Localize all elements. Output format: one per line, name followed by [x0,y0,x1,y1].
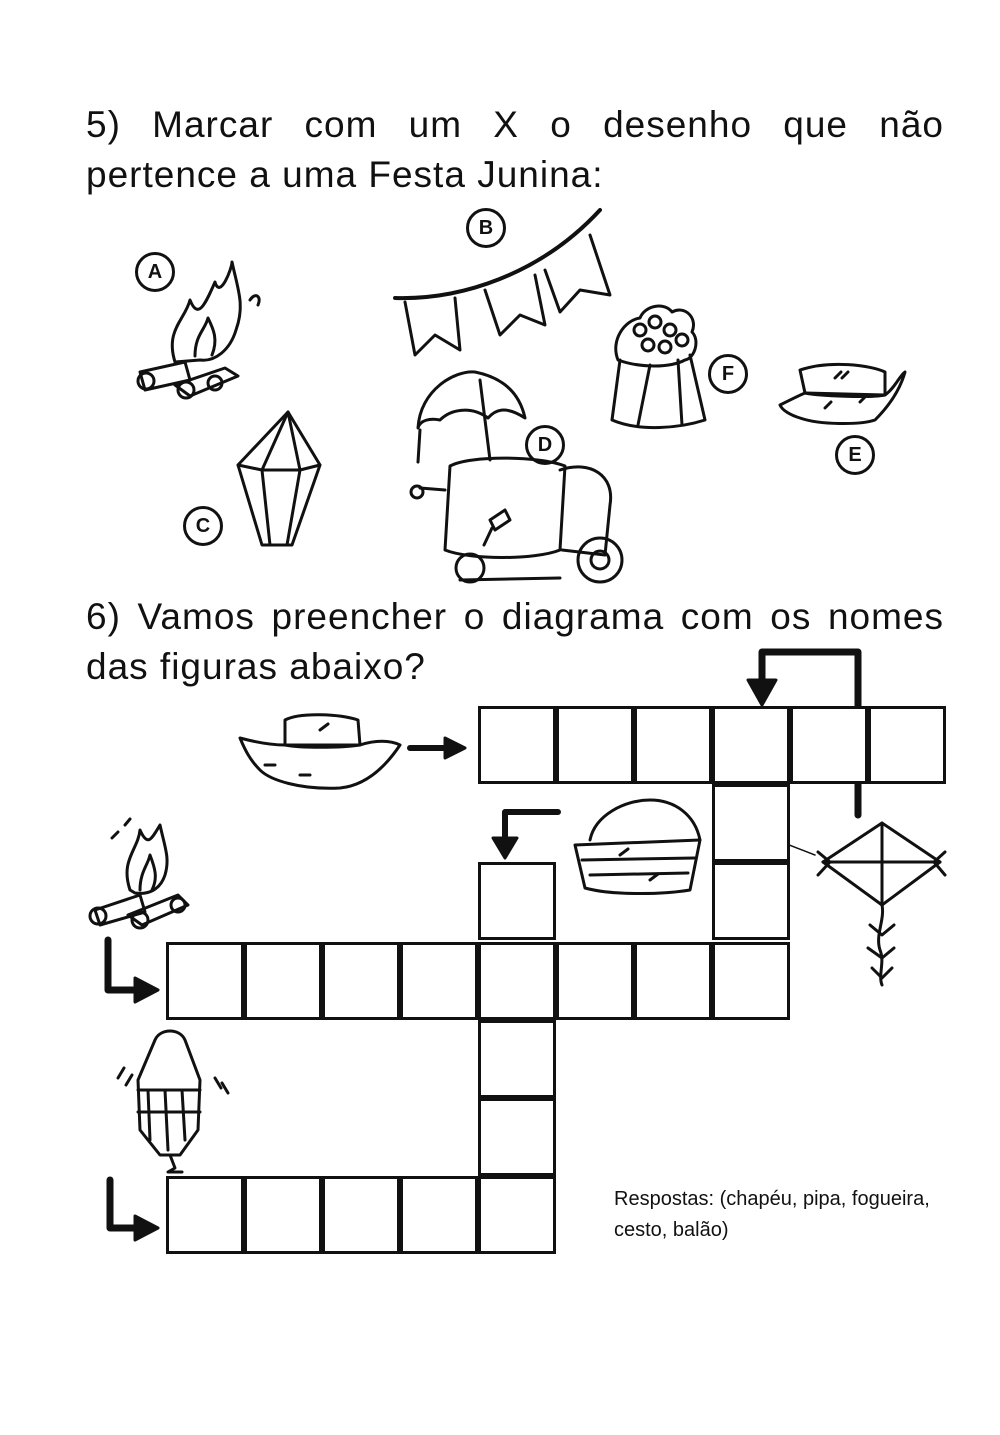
crossword-cell[interactable] [478,1020,556,1098]
paper-lantern-icon [238,412,320,545]
bonfire-icon [138,262,259,398]
straw-hat-icon [240,715,400,789]
paper-lantern-icon [118,1031,228,1172]
crossword-cell[interactable] [712,706,790,784]
crossword-cell[interactable] [322,1176,400,1254]
straw-hat-icon [780,364,905,423]
ice-cream-cart-icon [411,372,622,582]
crossword-cell[interactable] [634,706,712,784]
option-e-label: E [835,435,875,475]
crossword-cell[interactable] [166,942,244,1020]
crossword-cell[interactable] [322,942,400,1020]
crossword-cell[interactable] [478,1176,556,1254]
crossword-cell[interactable] [634,942,712,1020]
question-6-text: 6) Vamos preencher o diagrama com os nomes das figuras abaixo? [86,596,944,687]
crossword-cell[interactable] [478,1098,556,1176]
basket-icon [575,800,700,894]
arrow-head-icon [493,838,517,858]
arrow-right-icon [445,738,465,758]
crossword-cell[interactable] [244,942,322,1020]
crossword-cell[interactable] [712,862,790,940]
crossword-cell[interactable] [400,942,478,1020]
crossword-cell[interactable] [478,706,556,784]
option-b-label: B [466,208,506,248]
arrow-head-icon [135,1216,158,1240]
answers-note: Respostas: (chapéu, pipa, fogueira, cesto, balão) [614,1188,930,1241]
arrow-head-icon [135,978,158,1002]
option-a-label: A [135,252,175,292]
bonfire-icon [90,819,188,928]
option-c-label: C [183,506,223,546]
crossword-cell[interactable] [244,1176,322,1254]
crossword-cell[interactable] [556,706,634,784]
crossword-cell[interactable] [712,942,790,1020]
crossword-cell[interactable] [556,942,634,1020]
crossword-cell[interactable] [478,862,556,940]
crossword-cell[interactable] [400,1176,478,1254]
question-5-text: 5) Marcar com um X o desenho que não pertence a uma Festa Junina: [86,104,944,195]
crossword-cell[interactable] [166,1176,244,1254]
popcorn-bag-icon [612,306,705,428]
option-f-label: F [708,354,748,394]
crossword-cell[interactable] [868,706,946,784]
bunting-flags-icon [395,210,610,355]
crossword-cell[interactable] [478,942,556,1020]
option-d-label: D [525,425,565,465]
kite-icon [818,823,945,985]
crossword-cell[interactable] [790,706,868,784]
crossword-cell[interactable] [712,784,790,862]
